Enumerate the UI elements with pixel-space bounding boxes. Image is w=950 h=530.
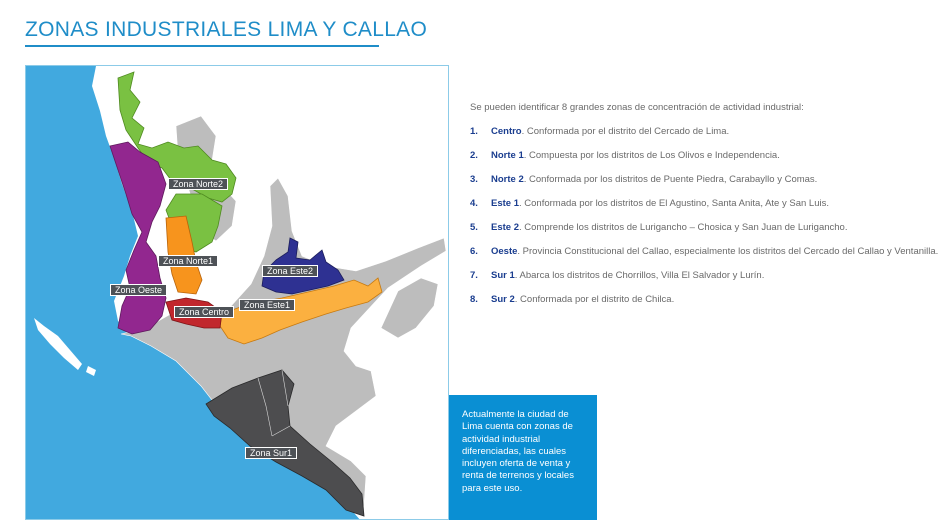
page-title: ZONAS INDUSTRIALES LIMA Y CALLAO xyxy=(25,18,428,41)
map-label-zona-norte1: Zona Norte1 xyxy=(158,255,218,267)
zone-name: Este 2 xyxy=(491,222,519,233)
zone-list-item-sur1 xyxy=(470,270,938,294)
zone-number: 8. xyxy=(470,294,478,305)
zone-list-item-oeste xyxy=(470,246,938,270)
zone-list-item-norte1 xyxy=(470,150,938,174)
map-label-zona-sur1: Zona Sur1 xyxy=(245,447,297,459)
title-underline xyxy=(25,45,379,47)
zone-number: 3. xyxy=(470,174,478,185)
map-label-zona-oeste: Zona Oeste xyxy=(110,284,167,296)
callout-box: Actualmente la ciudad de Lima cuenta con zonas de actividad industrial diferenciadas, las cuales incluyen oferta de venta y renta de terrenos y locales para este uso. xyxy=(449,395,597,520)
intro-text: Se pueden identificar 8 grandes zonas de concentración de actividad industrial: xyxy=(470,102,804,113)
zone-name: Norte 1 xyxy=(491,150,524,161)
zone-list-item-este2 xyxy=(470,222,938,246)
zone-number: 4. xyxy=(470,198,478,209)
zone-description: . Conformada por el distrito de Chilca. xyxy=(514,294,675,305)
zone-name: Norte 2 xyxy=(491,174,524,185)
zone-number: 7. xyxy=(470,270,478,281)
zone-description: . Abarca los distritos de Chorrillos, Villa El Salvador y Lurín. xyxy=(514,270,765,281)
zone-name: Este 1 xyxy=(491,198,519,209)
zone-number: 6. xyxy=(470,246,478,257)
zone-name: Sur 1 xyxy=(491,270,515,281)
zone-description: . Provincia Constitucional del Callao, especialmente los distritos del Cercado del Callao y Ventanilla. xyxy=(517,246,939,257)
zone-list xyxy=(470,126,938,318)
zone-list-item-este1 xyxy=(470,198,938,222)
map-label-zona-centro: Zona Centro xyxy=(174,306,234,318)
zone-description: . Comprende los distritos de Lurigancho – Chosica y San Juan de Lurigancho. xyxy=(519,222,848,233)
zone-name: Centro xyxy=(491,126,522,137)
zone-list-item-centro xyxy=(470,126,938,150)
zones-map xyxy=(25,65,449,520)
zone-number: 1. xyxy=(470,126,478,137)
map-label-zona-este2: Zona Este2 xyxy=(262,265,318,277)
zone-number: 2. xyxy=(470,150,478,161)
zone-list-item-sur2 xyxy=(470,294,938,318)
zone-description: . Conformada por el distrito del Cercado de Lima. xyxy=(521,126,730,137)
zone-name: Oeste xyxy=(491,246,518,257)
zone-list-item-norte2 xyxy=(470,174,938,198)
map-graphic xyxy=(26,66,449,520)
zone-number: 5. xyxy=(470,222,478,233)
zone-description: . Conformada por los distritos de El Agustino, Santa Anita, Ate y San Luis. xyxy=(519,198,829,209)
zone-description: . Compuesta por los distritos de Los Olivos e Independencia. xyxy=(523,150,780,161)
zone-description: . Conformada por los distritos de Puente Piedra, Carabayllo y Comas. xyxy=(523,174,818,185)
zone-name: Sur 2 xyxy=(491,294,515,305)
map-label-zona-norte2: Zona Norte2 xyxy=(168,178,228,190)
map-label-zona-este1: Zona Este1 xyxy=(239,299,295,311)
